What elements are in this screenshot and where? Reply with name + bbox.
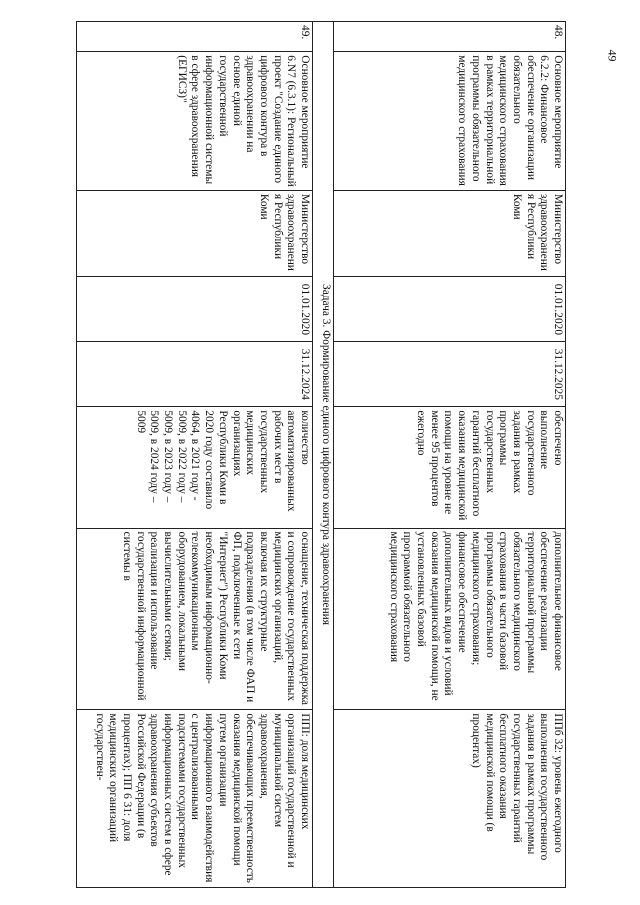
table-row xyxy=(334,22,566,888)
executor-cell: Министерство здравоохранения Республики Коми xyxy=(77,190,313,277)
end-date-cell: 31.12.2024 xyxy=(77,342,313,407)
result-cell: обеспечено выполнение государственного задания в рамках программы государственных гарантий бесплатного оказания медицинской помощи на уровне не менее 95 процентов ежегодно xyxy=(334,407,566,528)
executor-cell: Министерство здравоохранения Республики Коми xyxy=(334,190,566,277)
content-cell: оснащение, техническая поддержка и сопровождение государственных медицинских организаций, включая их структурные подразделения (в том числе ФАП и ФП, подключенные к сети "Интернет") Республики Коми необходимым информационно-телекоммуникационным оборудованием, локальными вычислительными сетями; реализация и использование государственной информационной системы в xyxy=(77,528,313,710)
row-number: 48. xyxy=(334,22,566,52)
start-date-cell: 01.01.2020 xyxy=(334,277,566,342)
rotated-table-sheet xyxy=(79,21,566,888)
page-number: 49 xyxy=(605,49,620,62)
content-cell: дополнительное финансовое обеспечение реализации территориальной программы обязательного медицинского страхования в части базовой программы обязательного медицинского страхования; финансовое обеспечение дополнительных видов и условий оказания медицинской помощи, не установленных базовой программой обязательного медицинского страхования xyxy=(334,528,566,710)
row-number: 49. xyxy=(77,22,313,52)
indicator-cell: ППб 32: уровень ежегодного выполнения государственного задания в рамках программы государственных гарантий бесплатного оказания медицинской помощи (в процентах) xyxy=(334,710,566,888)
program-table xyxy=(76,21,566,888)
event-cell: Основное мероприятие 6.N7 (6.3.1): Региональный проект "Создание единого цифрового контура в здравоохранении на основе единой государственной информационной системы в сфере здравоохранения (ЕГИСЗ)" xyxy=(77,52,313,191)
event-cell: Основное мероприятие 6.2.2: Финансовое обеспечение организации обязательного медицинского страхования в рамках территориальной программы обязательного медицинского страхования xyxy=(334,52,566,191)
indicator-cell: ППI: доля медицинских организаций государственной и муниципальной систем здравоохранения, обеспечивающих преемственность оказания медицинской помощи путем организации информационного взаимодействия с централизованными подсистемами государственных информационных систем в сфере здравоохранения субъектов Российской Федерации (в процентах); ПП 6 31: доля медицинских организаций государствен- xyxy=(77,710,313,888)
start-date-cell: 01.01.2020 xyxy=(77,277,313,342)
section-caption-row xyxy=(313,22,334,888)
result-cell: количество автоматизированных рабочих мест в государственных медицинских организациях Республики Коми в 2020 году составило 4064, в 2021 году - 5009, в 2022 году – 5009, в 2023 году – 5009, в 2024 году – 5009 xyxy=(77,407,313,528)
section-caption: Задача 3. Формирование единого цифрового контура здравоохранения xyxy=(313,22,334,888)
table-row xyxy=(77,22,313,888)
end-date-cell: 31.12.2025 xyxy=(334,342,566,407)
